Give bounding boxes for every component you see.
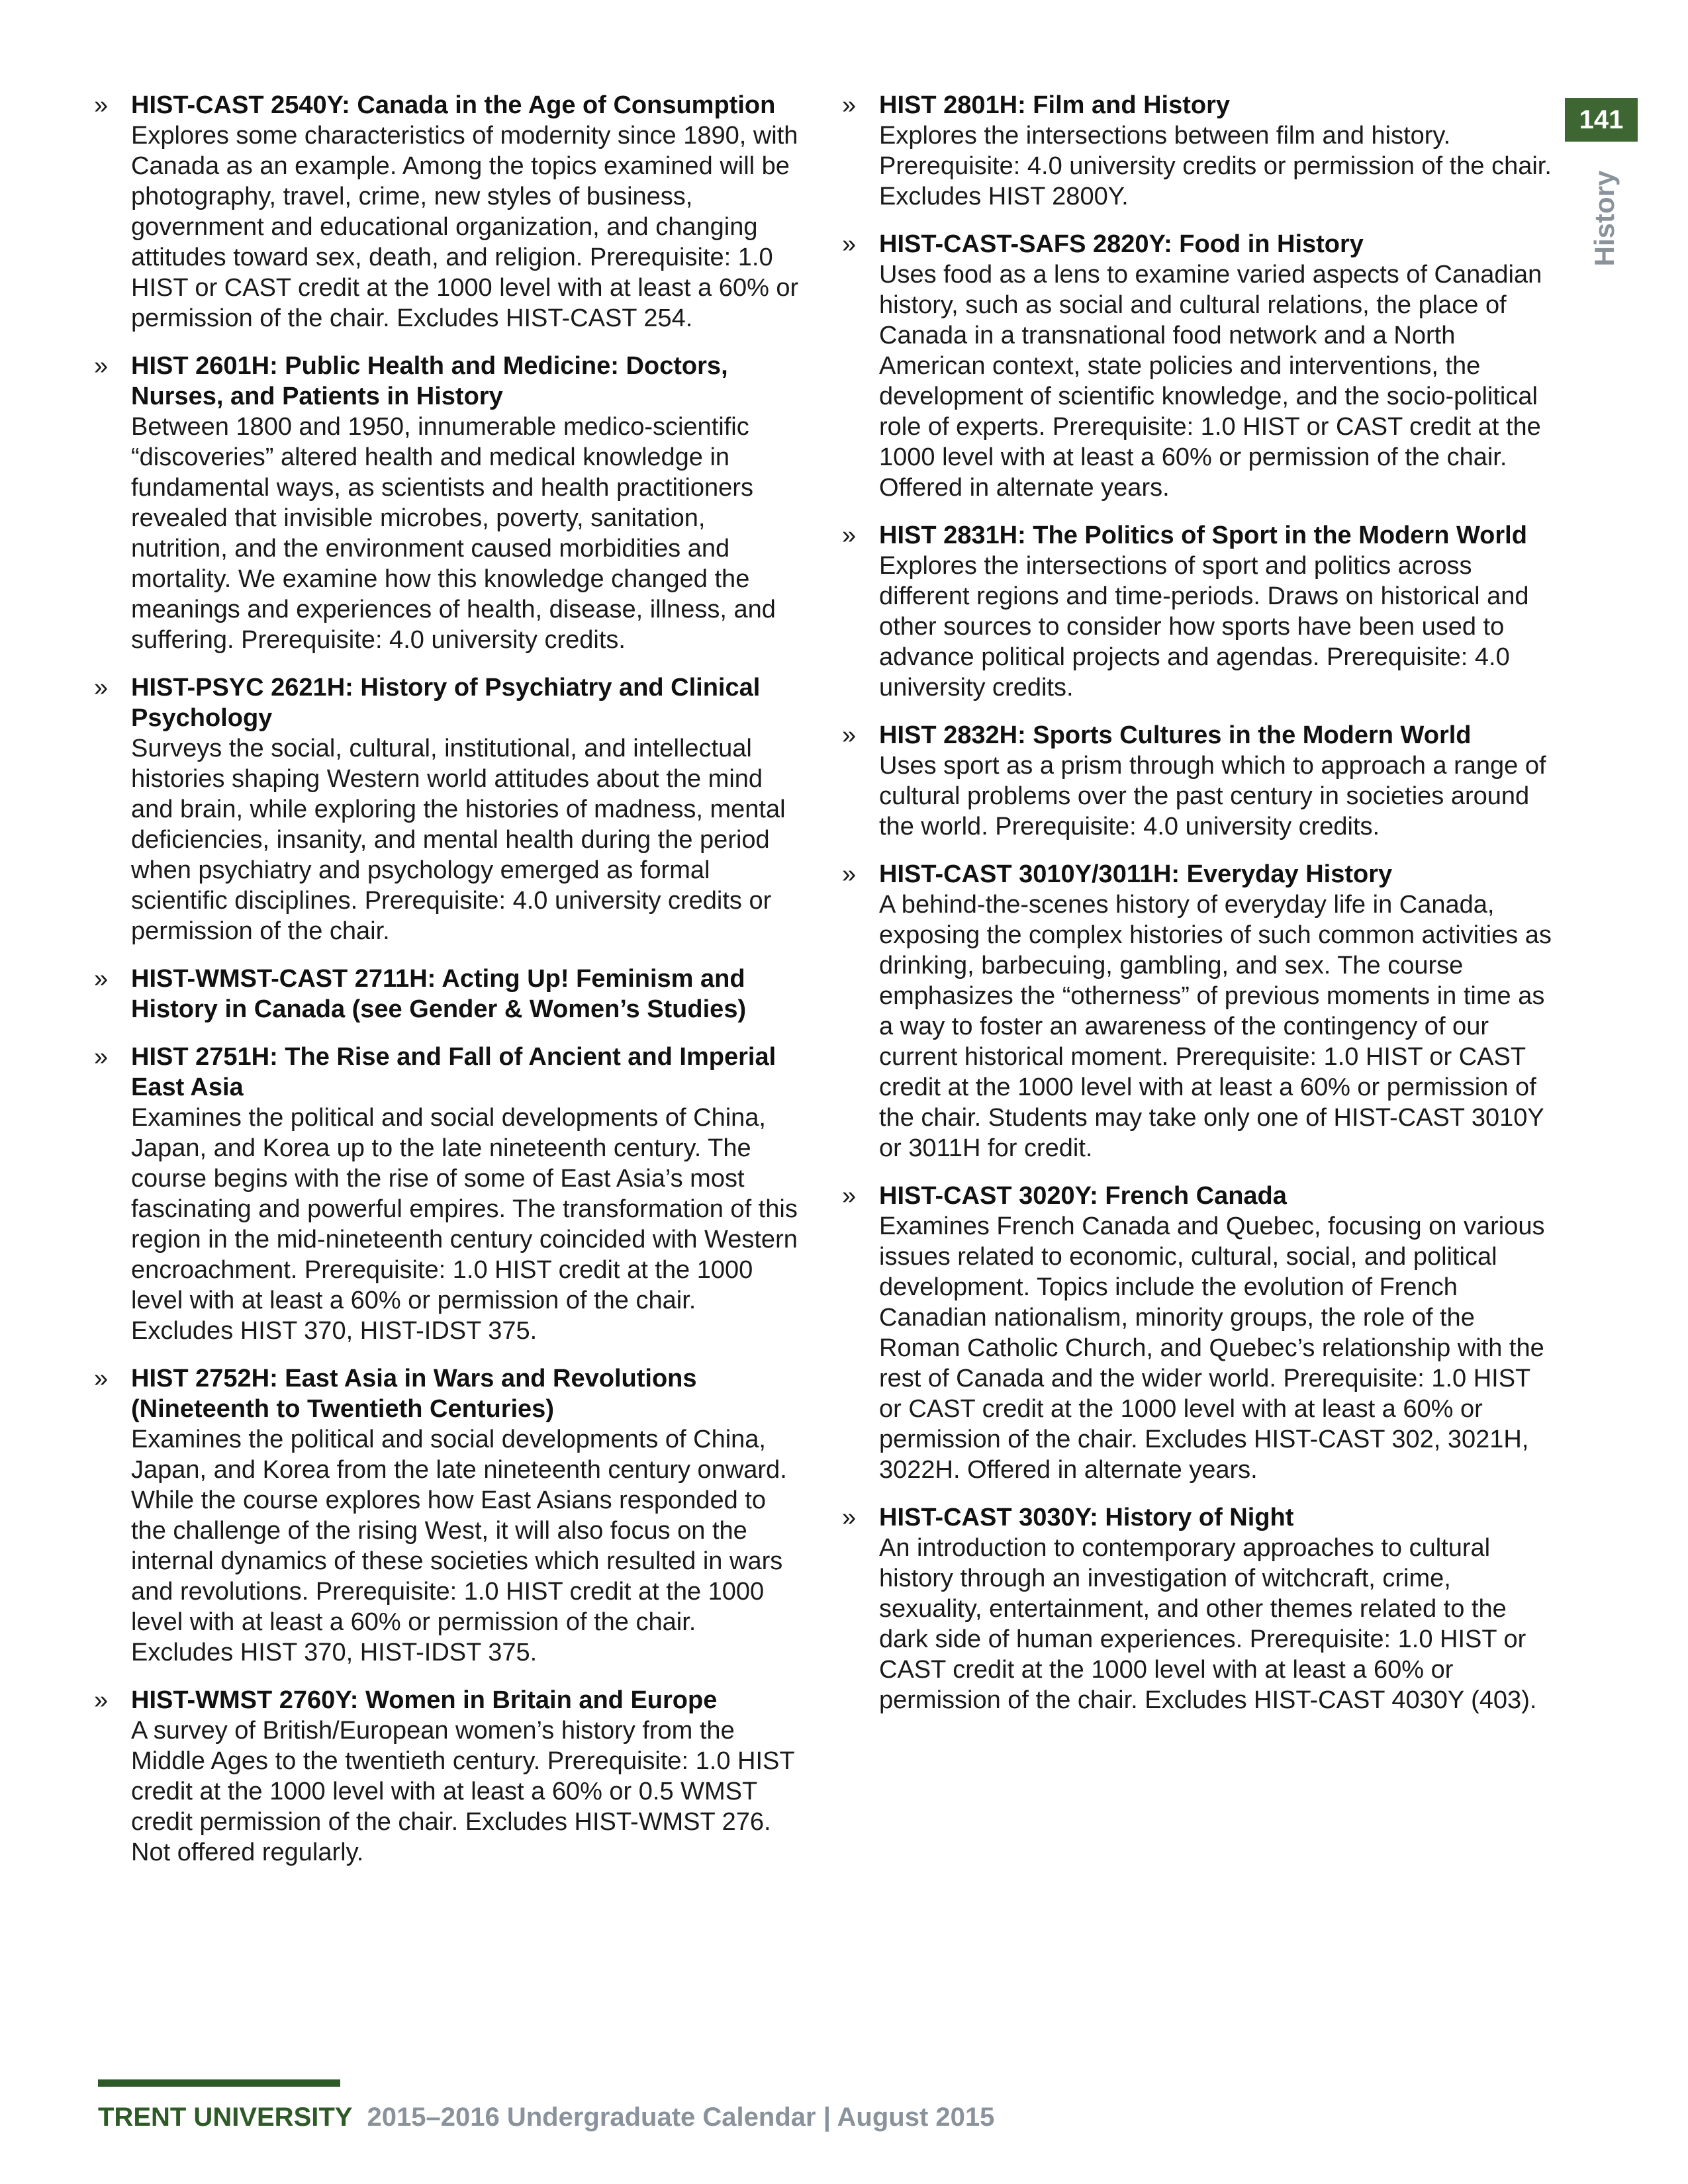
bullet-marker: » bbox=[842, 522, 857, 549]
course-title: HIST-CAST 3030Y: History of Night bbox=[879, 1504, 1294, 1531]
course-entry bbox=[94, 1685, 802, 1868]
bullet-marker: » bbox=[842, 1182, 857, 1210]
course-entry bbox=[94, 964, 802, 1024]
bullet-marker: » bbox=[94, 91, 109, 119]
bullet-marker: » bbox=[842, 1504, 857, 1531]
course-description: Between 1800 and 1950, innumerable medico-scientific “discoveries” altered health and medical knowledge in fundamental ways, as scientists and health practitioners revealed that invisible microbes, poverty, sanitation, nutrition, and the environment caused morbidities and mortality. We examine how this knowledge changed the meanings and experiences of health, disease, illness, and suffering. Prerequisite: 4.0 university credits. bbox=[131, 413, 776, 654]
bullet-marker: » bbox=[842, 91, 857, 119]
course-title: HIST 2601H: Public Health and Medicine: Doctors, Nurses, and Patients in History bbox=[131, 352, 728, 410]
course-entry bbox=[842, 859, 1557, 1163]
course-title: HIST 2832H: Sports Cultures in the Modern World bbox=[879, 721, 1472, 749]
course-title: HIST-WMST-CAST 2711H: Acting Up! Feminism and History in Canada (see Gender & Women’s Studies) bbox=[131, 965, 747, 1023]
course-title: HIST-CAST-SAFS 2820Y: Food in History bbox=[879, 230, 1364, 258]
course-entry bbox=[842, 520, 1557, 703]
course-entry bbox=[94, 1042, 802, 1346]
footer bbox=[98, 2099, 994, 2135]
course-description: Uses sport as a prism through which to approach a range of cultural problems over the past century in societies around the world. Prerequisite: 4.0 university credits. bbox=[879, 752, 1546, 841]
bullet-marker: » bbox=[842, 230, 857, 258]
course-entry bbox=[94, 90, 802, 334]
footer-calendar: 2015–2016 Undergraduate Calendar | August 2015 bbox=[367, 2103, 995, 2132]
bullet-marker: » bbox=[94, 674, 109, 702]
bullet-marker: » bbox=[842, 721, 857, 749]
right-column bbox=[842, 90, 1557, 1733]
course-description: Explores the intersections of sport and politics across different regions and time-periods. Draws on historical and other sources to consider how sports have been used to advance political projects and agendas. Prerequisite: 4.0 university credits. bbox=[879, 552, 1529, 702]
course-title: HIST-PSYC 2621H: History of Psychiatry and Clinical Psychology bbox=[131, 674, 761, 732]
bullet-marker: » bbox=[94, 1043, 109, 1071]
bullet-marker: » bbox=[94, 1686, 109, 1714]
course-title: HIST-CAST 3010Y/3011H: Everyday History bbox=[879, 860, 1393, 888]
course-entry bbox=[842, 1502, 1557, 1715]
course-entry bbox=[94, 672, 802, 946]
page-number-badge: 141 bbox=[1565, 98, 1638, 142]
course-title: HIST-WMST 2760Y: Women in Britain and Europe bbox=[131, 1686, 718, 1714]
course-entry bbox=[842, 229, 1557, 503]
course-description: Examines the political and social developments of China, Japan, and Korea from the late nineteenth century onward. While the course explores how East Asians responded to the challenge of the rising West, it will also focus on the internal dynamics of these societies which resulted in wars and revolutions. Prerequisite: 1.0 HIST credit at the 1000 level with at least a 60% or permission of the chair. Excludes HIST 370, HIST-IDST 375. bbox=[131, 1426, 787, 1666]
footer-rule bbox=[98, 2079, 340, 2087]
course-title: HIST 2801H: Film and History bbox=[879, 91, 1231, 119]
left-column bbox=[94, 90, 802, 1885]
course-description: Surveys the social, cultural, institutional, and intellectual histories shaping Western world attitudes about the mind and brain, while exploring the histories of madness, mental deficiencies, insanity, and mental health during the period when psychiatry and psychology emerged as formal scientific disciplines. Prerequisite: 4.0 university credits or permission of the chair. bbox=[131, 735, 786, 945]
footer-university: TRENT UNIVERSITY bbox=[98, 2103, 353, 2132]
course-entry bbox=[842, 1181, 1557, 1485]
course-description: Uses food as a lens to examine varied aspects of Canadian history, such as social and cultural relations, the place of Canada in a transnational food network and a North American context, state policies and interventions, the development of scientific knowledge, and the socio-political role of experts. Prerequisite: 1.0 HIST or CAST credit at the 1000 level with at least a 60% or permission of the chair. Offered in alternate years. bbox=[879, 261, 1542, 502]
course-entry bbox=[842, 720, 1557, 842]
course-description: A survey of British/European women’s history from the Middle Ages to the twentieth century. Prerequisite: 1.0 HIST credit at the 1000 level with at least a 60% or 0.5 WMST credit permission of the chair. Excludes HIST-WMST 276. Not offered regularly. bbox=[131, 1717, 794, 1866]
course-entry bbox=[842, 90, 1557, 212]
course-description: Explores some characteristics of modernity since 1890, with Canada as an example. Among the topics examined will be photography, travel, crime, new styles of business, government and educational organization, and changing attitudes toward sex, death, and religion. Prerequisite: 1.0 HIST or CAST credit at the 1000 level with at least a 60% or permission of the chair. Excludes HIST-CAST 254. bbox=[131, 122, 799, 332]
course-entry bbox=[94, 351, 802, 655]
course-title: HIST 2751H: The Rise and Fall of Ancient and Imperial East Asia bbox=[131, 1043, 776, 1101]
course-title: HIST 2752H: East Asia in Wars and Revolutions (Nineteenth to Twentieth Centuries) bbox=[131, 1365, 697, 1423]
course-entry bbox=[94, 1363, 802, 1668]
course-description: A behind-the-scenes history of everyday life in Canada, exposing the complex histories of such common activities as drinking, barbecuing, gambling, and sex. The course emphasizes the “otherness” of previous moments in time as a way to foster an awareness of the contingency of our current historical moment. Prerequisite: 1.0 HIST or CAST credit at the 1000 level with at least a 60% or permission of the chair. Students may take only one of HIST-CAST 3010Y or 3011H for credit. bbox=[879, 891, 1552, 1162]
course-description: Explores the intersections between film and history. Prerequisite: 4.0 university credits or permission of the chair. Excludes HIST 2800Y. bbox=[879, 122, 1552, 210]
course-title: HIST 2831H: The Politics of Sport in the Modern World bbox=[879, 522, 1527, 549]
course-description: Examines French Canada and Quebec, focusing on various issues related to economic, cultural, social, and political development. Topics include the evolution of French Canadian nationalism, minority groups, the role of the Roman Catholic Church, and Quebec’s relationship with the rest of Canada and the wider world. Prerequisite: 1.0 HIST or CAST credit at the 1000 level with at least a 60% or permission of the chair. Excludes HIST-CAST 302, 3021H, 3022H. Offered in alternate years. bbox=[879, 1212, 1545, 1484]
bullet-marker: » bbox=[94, 352, 109, 380]
course-title: HIST-CAST 2540Y: Canada in the Age of Consumption bbox=[131, 91, 776, 119]
section-side-label: History bbox=[1589, 170, 1620, 267]
course-description: An introduction to contemporary approaches to cultural history through an investigation of witchcraft, crime, sexuality, entertainment, and other themes related to the dark side of human experiences. Prerequisite: 1.0 HIST or CAST credit at the 1000 level with at least a 60% or permission of the chair. Excludes HIST-CAST 4030Y (403). bbox=[879, 1534, 1537, 1714]
course-title: HIST-CAST 3020Y: French Canada bbox=[879, 1182, 1287, 1210]
bullet-marker: » bbox=[842, 860, 857, 888]
bullet-marker: » bbox=[94, 965, 109, 993]
bullet-marker: » bbox=[94, 1365, 109, 1392]
course-description: Examines the political and social developments of China, Japan, and Korea up to the late nineteenth century. The course begins with the rise of some of East Asia’s most fascinating and powerful empires. The transformation of this region in the mid-nineteenth century coincided with Western encroachment. Prerequisite: 1.0 HIST credit at the 1000 level with at least a 60% or permission of the chair. Excludes HIST 370, HIST-IDST 375. bbox=[131, 1104, 798, 1345]
